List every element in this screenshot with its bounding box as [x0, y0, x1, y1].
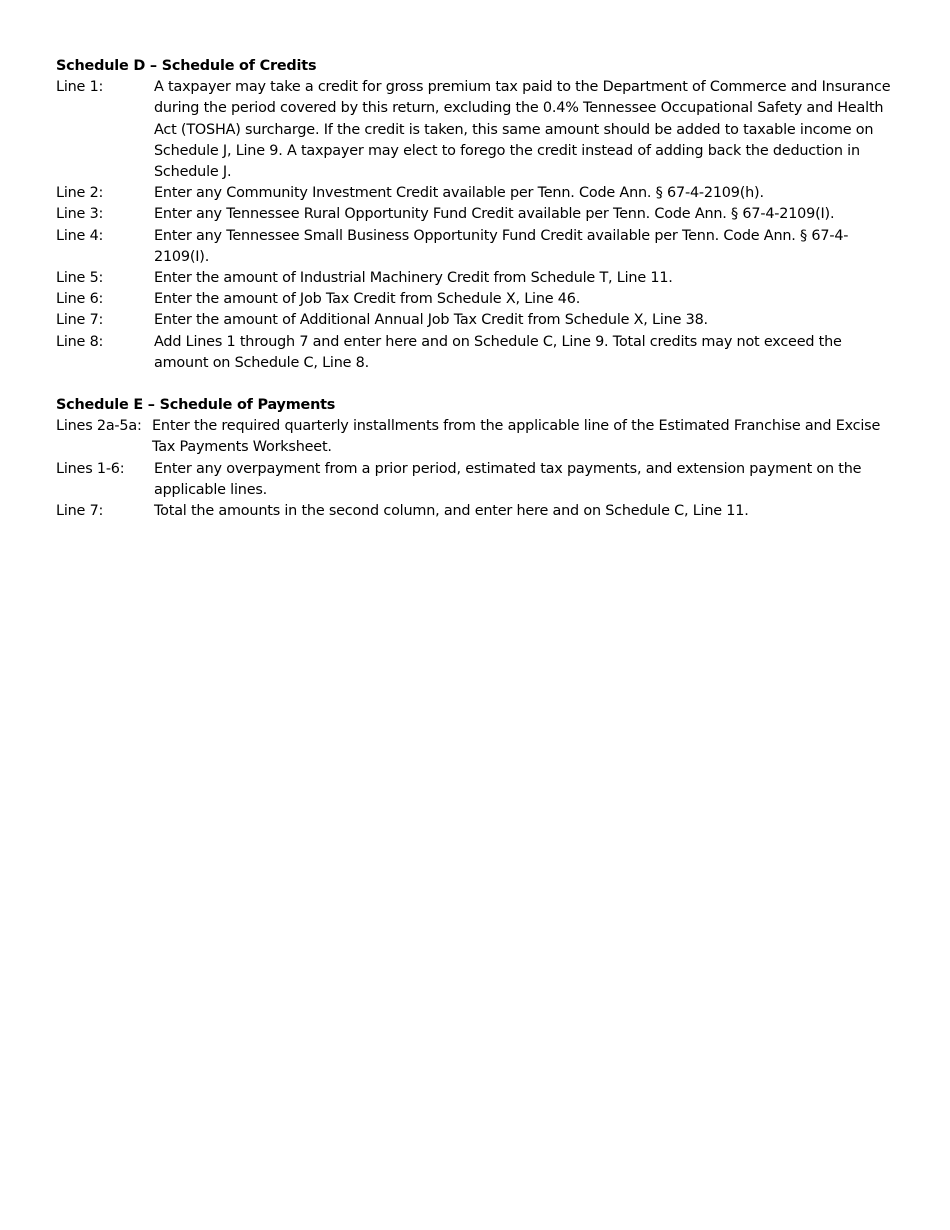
line-label: Line 2:	[56, 185, 104, 202]
line-description: Total the amounts in the second column, and enter here and on Schedule C, Line 11.	[154, 503, 749, 520]
line-label: Line 1:	[56, 79, 104, 96]
line-description: Enter the amount of Additional Annual Job Tax Credit from Schedule X, Line 38.	[154, 312, 708, 329]
line-label: Line 6:	[56, 291, 104, 308]
line-description: Enter the amount of Industrial Machinery Credit from Schedule T, Line 11.	[154, 270, 673, 287]
line-label: Line 3:	[56, 206, 104, 223]
schedule-d-line-5	[56, 268, 896, 289]
schedule-d-line-4	[56, 226, 896, 268]
line-description: Enter any overpayment from a prior period, estimated tax payments, and extension payment on the applicable lines.	[154, 460, 862, 498]
schedule-e-section	[56, 395, 896, 522]
schedule-d-line-1	[56, 77, 896, 183]
line-label: Lines 2a-5a:	[56, 418, 142, 435]
line-label: Line 7:	[56, 503, 104, 520]
line-description: Add Lines 1 through 7 and enter here and on Schedule C, Line 9. Total credits may not exceed the amount on Schedule C, Line 8.	[154, 333, 842, 371]
line-description: Enter the amount of Job Tax Credit from Schedule X, Line 46.	[154, 291, 581, 308]
schedule-d-line-7	[56, 310, 896, 331]
schedule-d-line-2	[56, 183, 896, 204]
schedule-e-lines-2a-5a	[56, 416, 896, 458]
schedule-e-heading: Schedule E – Schedule of Payments	[56, 397, 336, 414]
schedule-e-lines-1-6	[56, 459, 896, 501]
line-description: Enter any Community Investment Credit available per Tenn. Code Ann. § 67-4-2109(h).	[154, 185, 764, 202]
line-label: Line 8:	[56, 333, 104, 350]
instructions-page	[56, 56, 896, 522]
line-label: Line 4:	[56, 227, 104, 244]
line-label: Line 5:	[56, 270, 104, 287]
schedule-e-line-7	[56, 501, 896, 522]
schedule-d-line-6	[56, 289, 896, 310]
schedule-d-heading: Schedule D – Schedule of Credits	[56, 58, 317, 74]
line-description: Enter any Tennessee Rural Opportunity Fund Credit available per Tenn. Code Ann. § 67-4-2109(I).	[154, 206, 835, 223]
line-description: A taxpayer may take a credit for gross premium tax paid to the Department of Commerce and Insurance during the period covered by this return, excluding the 0.4% Tennessee Occupational Safety and Health Act (TOSHA) surcharge. If the credit is taken, this same amount should be added to taxable income on Schedule J, Line 9. A taxpayer may elect to forego the credit instead of adding back the deduction in Schedule J.	[154, 79, 891, 181]
line-label: Line 7:	[56, 312, 104, 329]
schedule-d-line-3	[56, 204, 896, 225]
schedule-d-line-8	[56, 332, 896, 374]
line-description: Enter the required quarterly installments from the applicable line of the Estimated Franchise and Excise Tax Payments Worksheet.	[152, 418, 881, 456]
schedule-d-section	[56, 56, 896, 374]
line-description: Enter any Tennessee Small Business Opportunity Fund Credit available per Tenn. Code Ann. § 67-4-2109(I).	[154, 227, 849, 265]
line-label: Lines 1-6:	[56, 460, 125, 477]
